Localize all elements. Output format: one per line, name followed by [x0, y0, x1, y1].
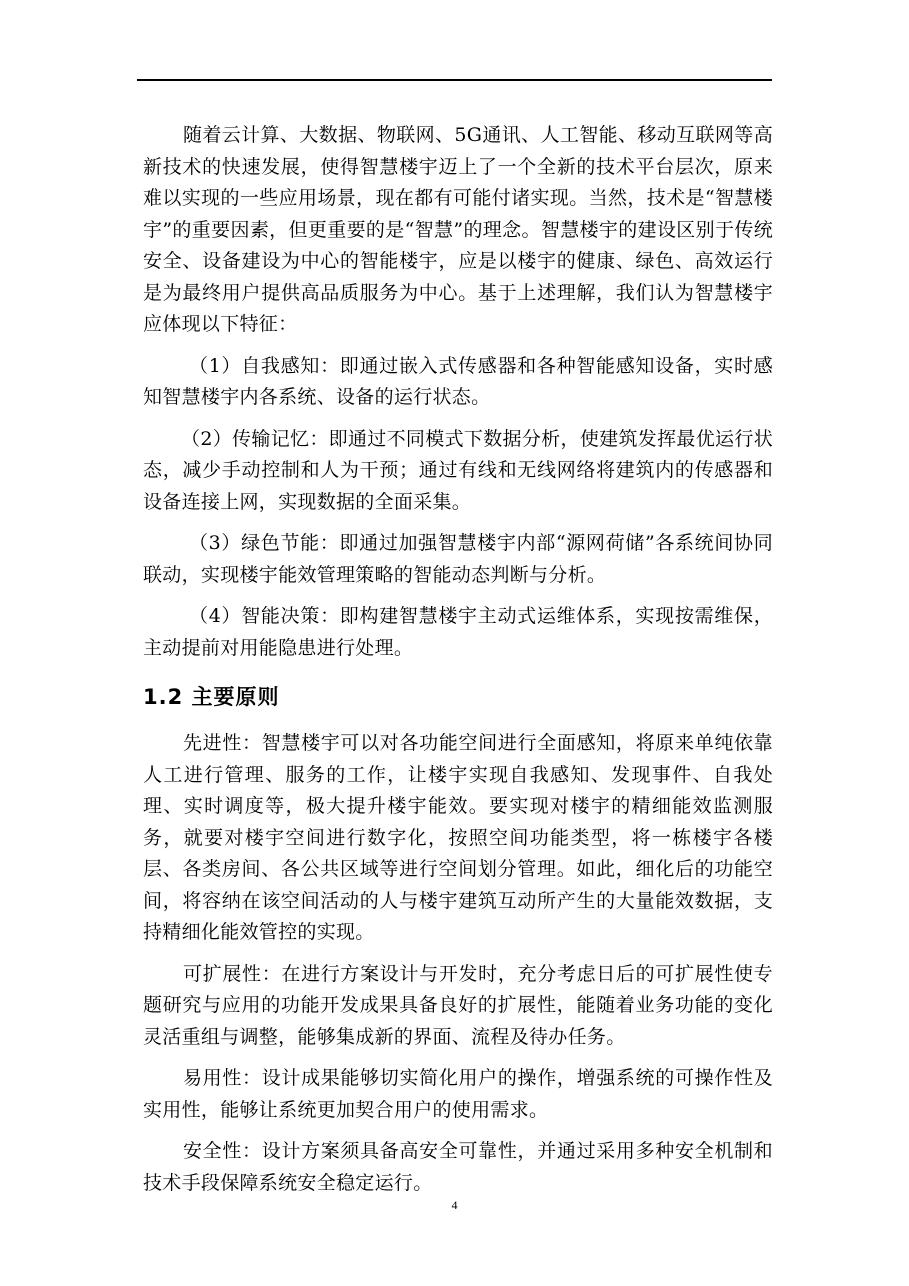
section-heading: 1.2 主要原则	[143, 685, 280, 709]
header-rule	[137, 79, 772, 81]
principle-usability: 易用性：设计成果能够切实简化用户的操作，增强系统的可操作性及实用性，能够让系统更加契合用户的使用需求。	[143, 1067, 773, 1121]
feature-item-transmission-memory: （2）传输记忆：即通过不同模式下数据分析，使建筑发挥最优运行状态，减少手动控制和人为干预；通过有线和无线网络将建筑内的传感器和设备连接上网，实现数据的全面采集。	[143, 427, 773, 513]
principle-security: 安全性：设计方案须具备高安全可靠性，并通过采用多种安全机制和技术手段保障系统安全稳定运行。	[143, 1140, 773, 1194]
intro-paragraph: 随着云计算、大数据、物联网、5G通讯、人工智能、移动互联网等高新技术的快速发展，使得智慧楼宇迈上了一个全新的技术平台层次，原来难以实现的一些应用场景，现在都有可能付诸实现。当然，技术是“智慧楼宇”的重要因素，但更重要的是“智慧”的理念。智慧楼宇的建设区别于传统安全、设备建设为中心的智能楼宇，应是以楼宇的健康、绿色、高效运行是为最终用户提供高品质服务为中心。基于上述理解，我们认为智慧楼宇应体现以下特征：	[143, 124, 773, 335]
principle-extensibility: 可扩展性：在进行方案设计与开发时，充分考虑日后的可扩展性使专题研究与应用的功能开发成果具备良好的扩展性，能随着业务功能的变化灵活重组与调整，能够集成新的界面、流程及待办任务。	[143, 962, 773, 1048]
feature-item-smart-decision: （4）智能决策：即构建智慧楼宇主动式运维体系，实现按需维保，主动提前对用能隐患进行处理。	[143, 605, 773, 659]
principle-advanced: 先进性：智慧楼宇可以对各功能空间进行全面感知，将原来单纯依靠人工进行管理、服务的工作，让楼宇实现自我感知、发现事件、自我处理、实时调度等，极大提升楼宇能效。要实现对楼宇的精细能效监测服务，就要对楼宇空间进行数字化，按照空间功能类型，将一栋楼宇各楼层、各类房间、各公共区域等进行空间划分管理。如此，细化后的功能空间，将容纳在该空间活动的人与楼宇建筑互动所产生的大量能效数据，支持精细化能效管控的实现。	[143, 732, 773, 943]
feature-item-self-perception: （1）自我感知：即通过嵌入式传感器和各种智能感知设备，实时感知智慧楼宇内各系统、设备的运行状态。	[143, 354, 773, 408]
page-number: 4	[451, 1198, 458, 1212]
document-body	[143, 120, 773, 1199]
feature-item-green-energy: （3）绿色节能：即通过加强智慧楼宇内部“源网荷储”各系统间协同联动，实现楼宇能效管理策略的智能动态判断与分析。	[143, 532, 773, 586]
